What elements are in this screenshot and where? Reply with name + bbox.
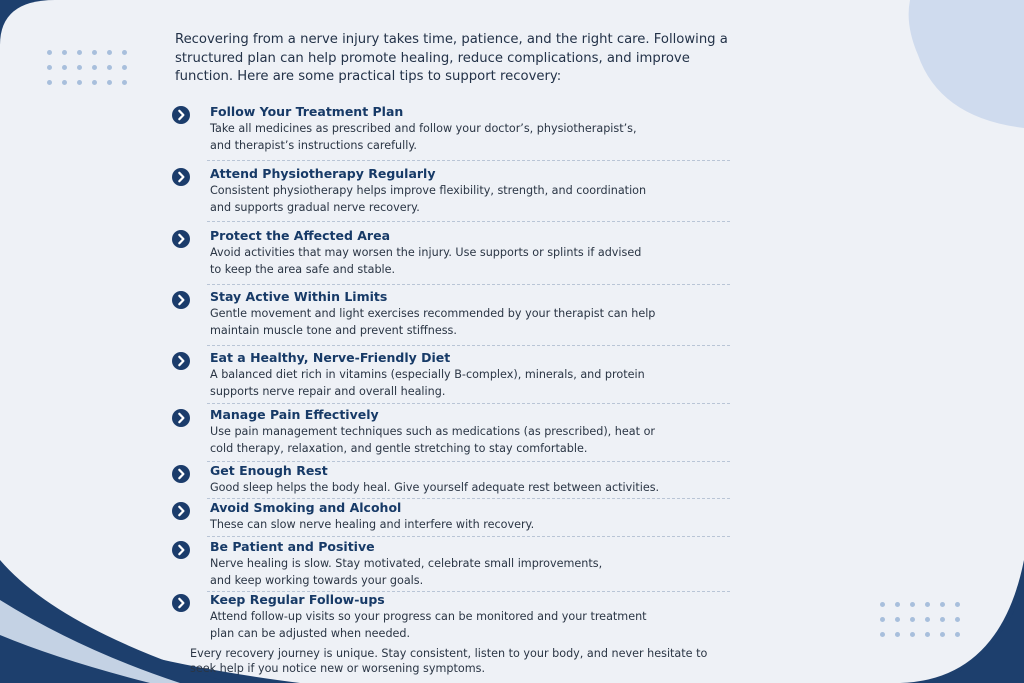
divider	[207, 536, 730, 537]
decorative-dot	[122, 80, 127, 85]
decorative-dot	[955, 602, 960, 607]
tip-title: Avoid Smoking and Alcohol	[210, 500, 402, 515]
tip-description-line: These can slow nerve healing and interfere with recovery.	[210, 518, 535, 531]
decorative-dot	[910, 602, 915, 607]
decorative-dot	[880, 617, 885, 622]
tip-title: Be Patient and Positive	[210, 539, 375, 554]
tip-description-line: supports nerve repair and overall healing.	[210, 384, 446, 398]
decorative-dot	[910, 632, 915, 637]
decorative-dot	[895, 617, 900, 622]
decorative-dot	[107, 50, 112, 55]
dot-grid-bottom-right	[880, 602, 962, 637]
chevron-right-circle-icon	[172, 409, 190, 427]
tip-description-line: cold therapy, relaxation, and gentle stretching to stay comfortable.	[210, 441, 588, 455]
tip-description-line: maintain muscle tone and prevent stiffness.	[210, 323, 457, 337]
tip-description	[210, 424, 730, 457]
tip-description	[210, 609, 730, 642]
tip-description-line: Nerve healing is slow. Stay motivated, celebrate small improvements,	[210, 557, 603, 570]
divider	[207, 591, 730, 592]
tip-description-line: and supports gradual nerve recovery.	[210, 200, 420, 214]
decorative-dot	[940, 602, 945, 607]
divider	[207, 345, 730, 346]
tip-title: Keep Regular Follow-ups	[210, 592, 385, 607]
tip-description-line: Gentle movement and light exercises recommended by your therapist can help	[210, 307, 656, 320]
chevron-right-circle-icon	[172, 594, 190, 612]
closing-paragraph: Every recovery journey is unique. Stay consistent, listen to your body, and never hesitate to seek help if you notice new or worsening symptoms.	[190, 647, 708, 675]
decorative-dot	[62, 65, 67, 70]
decorative-dot	[62, 80, 67, 85]
tip-description-line: Good sleep helps the body heal. Give yourself adequate rest between activities.	[210, 481, 660, 494]
decorative-dot	[77, 50, 82, 55]
decorative-dot	[925, 632, 930, 637]
decorative-dot	[940, 617, 945, 622]
decorative-dot	[107, 80, 112, 85]
tip-title: Manage Pain Effectively	[210, 407, 379, 422]
decorative-dot	[107, 65, 112, 70]
decorative-dot	[955, 632, 960, 637]
tip-title: Eat a Healthy, Nerve-Friendly Diet	[210, 350, 451, 365]
chevron-right-circle-icon	[172, 106, 190, 124]
tip-description	[210, 556, 730, 589]
decorative-dot	[92, 80, 97, 85]
decorative-dot	[910, 617, 915, 622]
decorative-dot	[880, 632, 885, 637]
decorative-dot	[62, 50, 67, 55]
decorative-dot	[895, 602, 900, 607]
decorative-dot	[47, 80, 52, 85]
tip-description-line: Use pain management techniques such as medications (as prescribed), heat or	[210, 425, 656, 438]
tip-description	[210, 480, 730, 497]
tip-description	[210, 121, 730, 154]
tip-description	[210, 306, 730, 339]
decorative-dot	[122, 65, 127, 70]
tip-description-line: plan can be adjusted when needed.	[210, 626, 411, 640]
tip-title: Attend Physiotherapy Regularly	[210, 166, 436, 181]
decorative-dot	[895, 632, 900, 637]
divider	[207, 498, 730, 499]
tip-description-line: Attend follow-up visits so your progress can be monitored and your treatment	[210, 610, 647, 623]
tip-title: Get Enough Rest	[210, 463, 328, 478]
decorative-dot	[77, 65, 82, 70]
tip-description-line: Consistent physiotherapy helps improve flexibility, strength, and coordination	[210, 184, 647, 197]
chevron-right-circle-icon	[172, 230, 190, 248]
divider	[207, 160, 730, 161]
tip-title: Protect the Affected Area	[210, 228, 390, 243]
tip-description	[210, 367, 730, 400]
decorative-dot	[925, 602, 930, 607]
divider	[207, 221, 730, 222]
tip-title: Stay Active Within Limits	[210, 289, 388, 304]
decorative-dot	[47, 65, 52, 70]
tip-description-line: A balanced diet rich in vitamins (especially B-complex), minerals, and protein	[210, 368, 645, 381]
chevron-right-circle-icon	[172, 465, 190, 483]
divider	[207, 284, 730, 285]
tip-description-line: Avoid activities that may worsen the injury. Use supports or splints if advised	[210, 246, 642, 259]
tip-description-line: Take all medicines as prescribed and follow your doctor’s, physiotherapist’s,	[210, 122, 637, 135]
decorative-dot	[122, 50, 127, 55]
tip-description-line: and therapist’s instructions carefully.	[210, 138, 417, 152]
tip-description	[210, 245, 730, 278]
chevron-right-circle-icon	[172, 502, 190, 520]
decorative-dot	[92, 50, 97, 55]
intro-paragraph: Recovering from a nerve injury takes time, patience, and the right care. Following a structured plan can help promote healing, reduce complications, and improve function. Here are some practical tips to support recovery:	[175, 32, 728, 84]
decorative-dot	[77, 80, 82, 85]
chevron-right-circle-icon	[172, 352, 190, 370]
divider	[207, 403, 730, 404]
chevron-right-circle-icon	[172, 541, 190, 559]
tip-title: Follow Your Treatment Plan	[210, 104, 404, 119]
divider	[207, 461, 730, 462]
decorative-dot	[880, 602, 885, 607]
chevron-right-circle-icon	[172, 168, 190, 186]
decorative-dot	[92, 65, 97, 70]
dot-grid-top-left	[47, 50, 129, 85]
tip-description-line: to keep the area safe and stable.	[210, 262, 396, 276]
tip-description-line: and keep working towards your goals.	[210, 573, 424, 587]
decorative-dot	[940, 632, 945, 637]
tip-description	[210, 517, 730, 534]
decorative-dot	[47, 50, 52, 55]
decorative-dot	[925, 617, 930, 622]
tip-description	[210, 183, 730, 216]
decorative-dot	[955, 617, 960, 622]
chevron-right-circle-icon	[172, 291, 190, 309]
